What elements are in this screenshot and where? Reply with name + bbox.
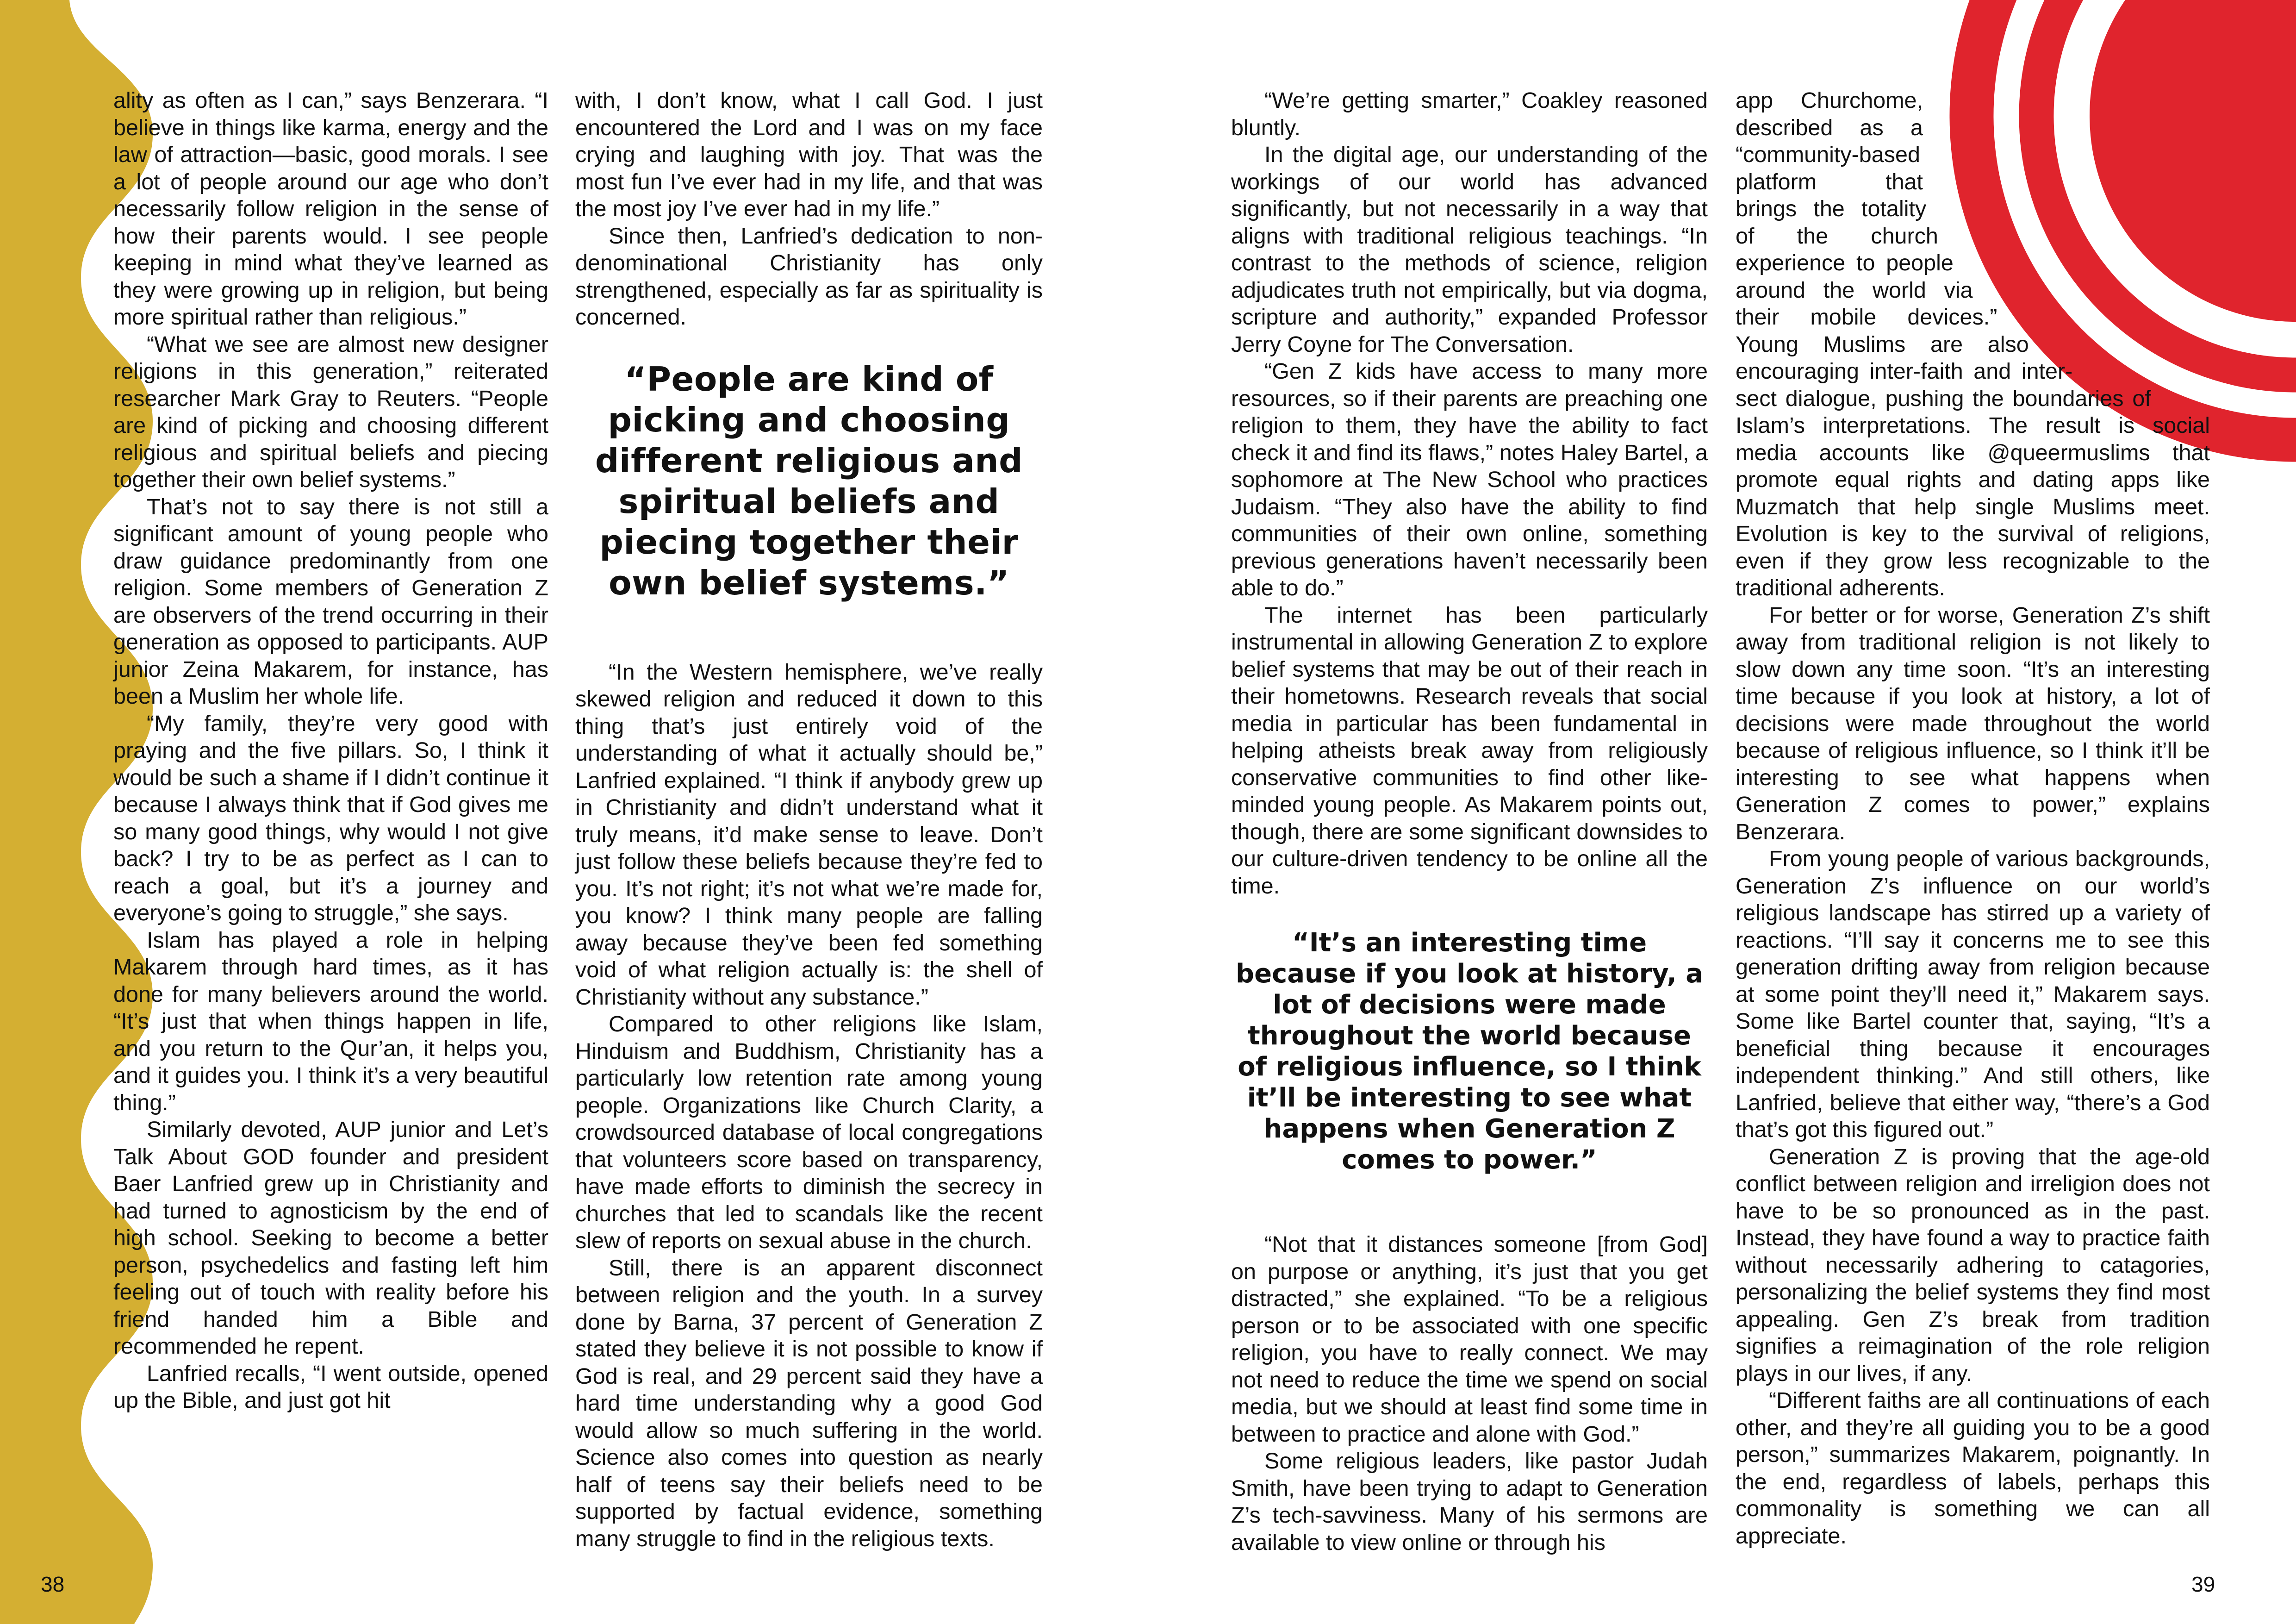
paragraph: “Gen Z kids have access to many more resources, so if their parents are preaching one religion to them, they have the ability to fact check it and find its flaws,” notes Haley Bartel, a sophomore at The New School who practices Judaism. “They also have the ability to find communities of their own online, something previous generations haven’t necessarily been able to do.” [1231,359,1708,600]
page-number-left: 38 [41,1572,65,1596]
pull-quote: “People are kind of picking and choosing different religious and spiritual beliefs and piecing together their own belief systems.” [595,359,1023,602]
paragraph: The internet has been particularly instrumental in allowing Generation Z to explore belief systems that may be out of their reach in their hometowns. Research reveals that social media in particular has been fundamental in helping atheists break away from religiously conservative communities to find other like-minded young people. As Makarem points out, though, there are some significant downsides to our culture-driven tendency to be online all the time. [1231,602,1708,899]
paragraph: For better or for worse, Generation Z’s shift away from traditional religion is not likely to slow down any time soon. “It’s an interesting time because if you look at history, a lot of decisions were made throughout the world because of religious influence, so I think it’ll be interesting to see what happens when Generation Z comes to power,” explains Benzerara. [1736,602,2210,844]
article-column-1 [113,87,548,1414]
pull-quote: “It’s an interesting time because if you look at history, a lot of decisions were made throughout the world because of religious influence, so I think it’ll be interesting to see what happens when Generation Z comes to power.” [1235,928,1704,1175]
paragraph: Islam has played a role in helping Makarem through hard times, as it has done for many believers around the world. “It’s just that when things happen in life, and you return to the Qur’an, it helps you, and it guides you. I think it’s a very beautiful thing.” [113,927,548,1115]
paragraph: Since then, Lanfried’s dedication to non-denominational Christianity has only strengthened, especially as far as spirituality is concerned. [575,223,1043,330]
paragraph: Similarly devoted, AUP junior and Let’s Talk About GOD founder and president Baer Lanfried grew up in Christianity and had turned to agnosticism by the end of high school. Seeking to become a better person, psychedelics and fasting left him feeling out of touch with reality before his friend handed him a Bible and recommended he repent. [113,1117,548,1359]
paragraph: Generation Z is proving that the age-old conflict between religion and irreligion does not have to be so pronounced as in the past. Instead, they have found a way to practice faith without necessarily adhering to catagories, personalizing the belief systems they find most appealing. Gen Z’s break from tradition signifies a reimagination of the role religion plays in our lives, if any. [1736,1144,2210,1386]
paragraph: “Different faiths are all continuations of each other, and they’re all guiding you to be a good person,” summarizes Makarem, poignantly. In the end, regardless of labels, perhaps this commonality is something we can all appreciate. [1736,1388,2210,1549]
article-column-2 [575,87,1043,1552]
paragraph: Still, there is an apparent disconnect between religion and the youth. In a survey done by Barna, 37 percent of Generation Z stated they believe it is not possible to know if God is real, and 29 percent said they have a hard time understanding why a good God would allow so much suffering in the world. Science also comes into question as nearly half of teens say their beliefs need to be supported by factual evidence, something many struggle to find in the religious texts. [575,1255,1043,1551]
paragraph: app Churchome, described as a “community-based platform that brings the totality of the church experience to people around the world via their mobile devices.” Young Muslims are also encouraging inter-faith and inter-sect dialogue, pushing the boundaries of Islam’s interpretations. The result is social media accounts like @queermuslims that promote equal rights and dating apps like Muzmatch that help single Muslims meet. Evolution is key to the survival of religions, even if they grow less recognizable to the traditional adherents. [1736,88,2210,600]
paragraph: with, I don’t know, what I call God. I just encountered the Lord and I was on my face crying and laughing with joy. That was the most fun I’ve ever had in my life, and that was the most joy I’ve ever had in my life.” [575,88,1043,221]
paragraph: Lanfried recalls, “I went outside, opened up the Bible, and just got hit [113,1361,548,1413]
paragraph: “We’re getting smarter,” Coakley reasoned bluntly. [1231,88,1708,140]
paragraph: “Not that it distances someone [from God] on purpose or anything, it’s just that you get distracted,” she explained. “To be a religious person or to be associated with one specific religion, you have to really connect. We may not need to reduce the time we spend on social media, but we should at least find some time in between to practice and alone with God.” [1231,1232,1708,1447]
paragraph: From young people of various backgrounds, Generation Z’s influence on our world’s religious landscape has stirred up a variety of reactions. “I’ll say it concerns me to see this generation drifting away from religion because at some point they’ll need it,” Makarem says. Some like Bartel counter that, saying, “It’s a beneficial thing because it encourages independent thinking.” And still others, like Lanfried, believe that either way, “there’s a God that’s got this figured out.” [1736,846,2210,1142]
paragraph: Compared to other religions like Islam, Hinduism and Buddhism, Christianity has a particularly low retention rate among young people. Organizations like Church Clarity, a crowdsourced database of local congregations that volunteers score based on transparency, have made efforts to diminish the secrecy in churches that led to scandals like the recent slew of reports on sexual abuse in the church. [575,1012,1043,1253]
paragraph: In the digital age, our understanding of the workings of our world has advanced significantly, but not necessarily in a way that aligns with traditional religious teachings. “In contrast to the methods of science, religion adjudicates truth not empirically, but via dogma, scripture and authority,” expanded Professor Jerry Coyne for The Conversation. [1231,142,1708,357]
paragraph: That’s not to say there is not still a significant amount of young people who draw guidance predominantly from one religion. Some members of Generation Z are observers of the trend occurring in their generation as opposed to participants. AUP junior Zeina Makarem, for instance, has been a Muslim her whole life. [113,494,548,709]
paragraph: “What we see are almost new designer religions in this generation,” reiterated researcher Mark Gray to Reuters. “People are kind of picking and choosing different religious and spiritual beliefs and piecing together their own belief systems.” [113,331,548,492]
paragraph: “In the Western hemisphere, we’ve really skewed religion and reduced it down to this thing that’s just entirely void of the understanding of what it actually should be,” Lanfried explained. “I think if anybody grew up in Christianity and didn’t understand what it truly means, it’d make sense to leave. Don’t just follow these beliefs because they’re fed to you. It’s not right; it’s not what we’re made for, you know? I think many people are falling away because they’ve been fed something void of what religion actually is: the shell of Christianity without any substance.” [575,659,1043,1010]
article-column-3 [1231,87,1708,1556]
paragraph: “My family, they’re very good with praying and the five pillars. So, I think it would be such a shame if I didn’t continue it because I always think that if God gives me so many good things, why would I not give back? I try to be as perfect as I can to reach a goal, but it’s a journey and everyone’s going to struggle,” she says. [113,711,548,925]
article-column-4 [1736,87,2210,1549]
page-number-right: 39 [2191,1572,2215,1596]
paragraph: ality as often as I can,” says Benzerara. “I believe in things like karma, energy and the law of attraction—basic, good morals. I see a lot of people around our age who don’t necessarily follow religion in the sense of how their parents would. I see people keeping in mind what they’ve learned as they were growing up in religion, but being more spiritual rather than religious.” [113,88,548,330]
paragraph: Some religious leaders, like pastor Judah Smith, have been trying to adapt to Generation Z’s tech-savviness. Many of his sermons are available to view online or through his [1231,1449,1708,1555]
